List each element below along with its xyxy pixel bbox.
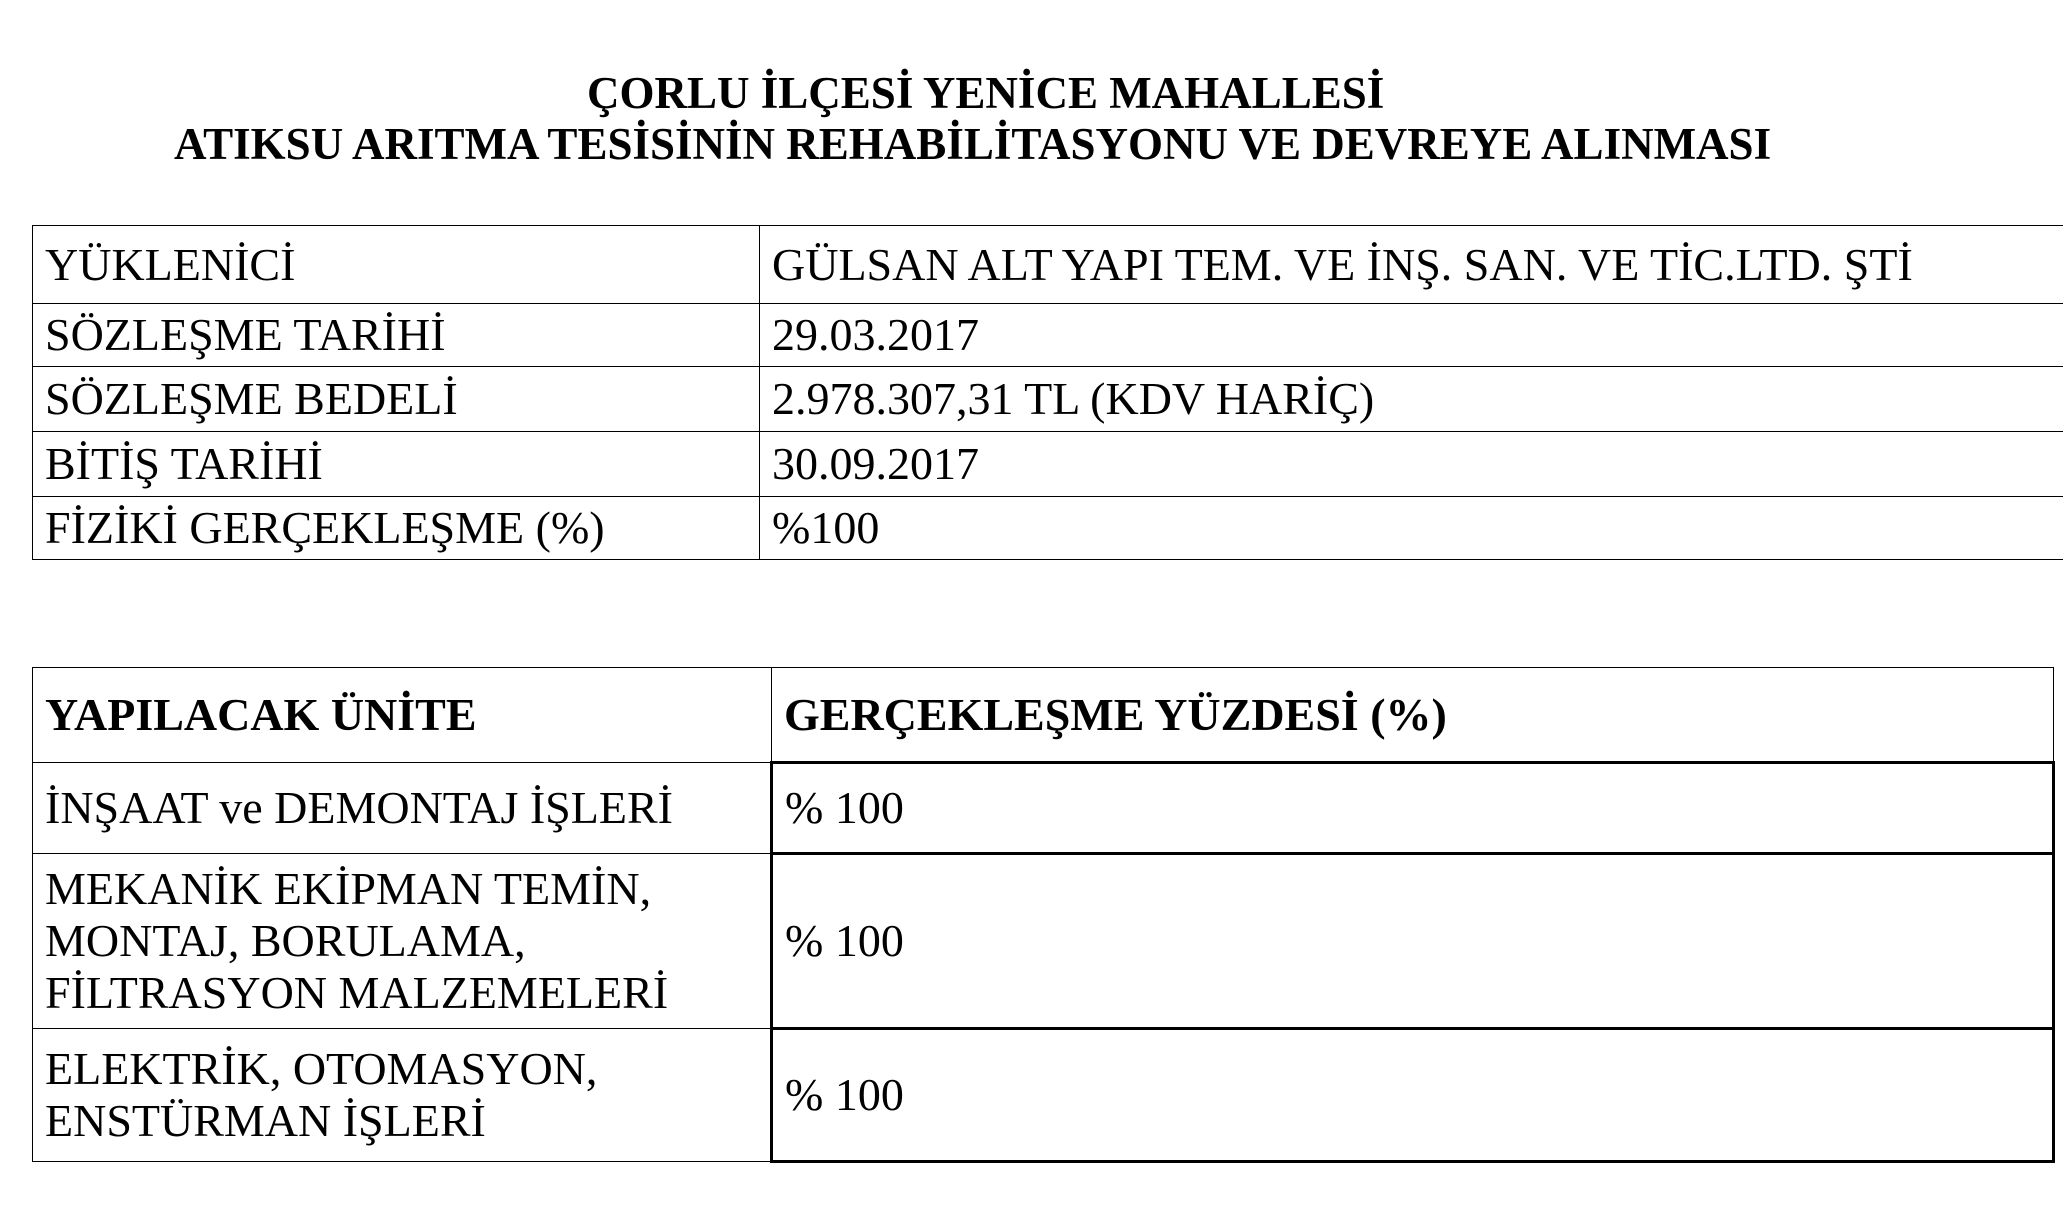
contract-info-table: [32, 225, 2063, 560]
unit-column-header: YAPILACAK ÜNİTE: [33, 668, 772, 763]
unit-name: [33, 763, 772, 854]
physical-progress-value: %100: [760, 497, 2063, 560]
unit-name-line: FİLTRASYON MALZEMELERİ: [45, 967, 669, 1018]
contract-price-value: 2.978.307,31 TL (KDV HARİÇ): [760, 367, 2063, 432]
table-row: [33, 367, 2063, 432]
contractor-label: YÜKLENİCİ: [33, 226, 760, 304]
unit-name: [33, 854, 772, 1029]
unit-percent: % 100: [772, 1029, 2054, 1162]
table-row: [33, 854, 2054, 1029]
contract-date-value: 29.03.2017: [760, 304, 2063, 367]
units-progress-table: [32, 667, 2055, 1163]
contract-price-label: SÖZLEŞME BEDELİ: [33, 367, 760, 432]
end-date-label: BİTİŞ TARİHİ: [33, 432, 760, 497]
percent-column-header: GERÇEKLEŞME YÜZDESİ (%): [772, 668, 2054, 763]
table-row: [33, 432, 2063, 497]
table-row: [33, 497, 2063, 560]
unit-name-line: ENSTÜRMAN İŞLERİ: [45, 1095, 486, 1146]
table-header-row: [33, 668, 2054, 763]
table-row: [33, 226, 2063, 304]
unit-percent: % 100: [772, 763, 2054, 854]
physical-progress-label: FİZİKİ GERÇEKLEŞME (%): [33, 497, 760, 560]
unit-name-line: MEKANİK EKİPMAN TEMİN,: [45, 863, 652, 914]
contract-date-label: SÖZLEŞME TARİHİ: [33, 304, 760, 367]
document-title-line-2: ATIKSU ARITMA TESİSİNİN REHABİLİTASYONU VE DEVREYE ALINMASI: [174, 119, 1772, 169]
unit-name-line: ELEKTRİK, OTOMASYON,: [45, 1043, 598, 1094]
unit-name: [33, 1029, 772, 1162]
table-row: [33, 763, 2054, 854]
table-row: [33, 304, 2063, 367]
unit-name-line: İNŞAAT ve DEMONTAJ İŞLERİ: [45, 782, 673, 833]
table-row: [33, 1029, 2054, 1162]
unit-name-line: MONTAJ, BORULAMA,: [45, 915, 526, 966]
document-title-line-1: ÇORLU İLÇESİ YENİCE MAHALLESİ: [587, 68, 1385, 118]
unit-percent: % 100: [772, 854, 2054, 1029]
contractor-value: GÜLSAN ALT YAPI TEM. VE İNŞ. SAN. VE TİC.LTD. ŞTİ: [760, 226, 2063, 304]
end-date-value: 30.09.2017: [760, 432, 2063, 497]
